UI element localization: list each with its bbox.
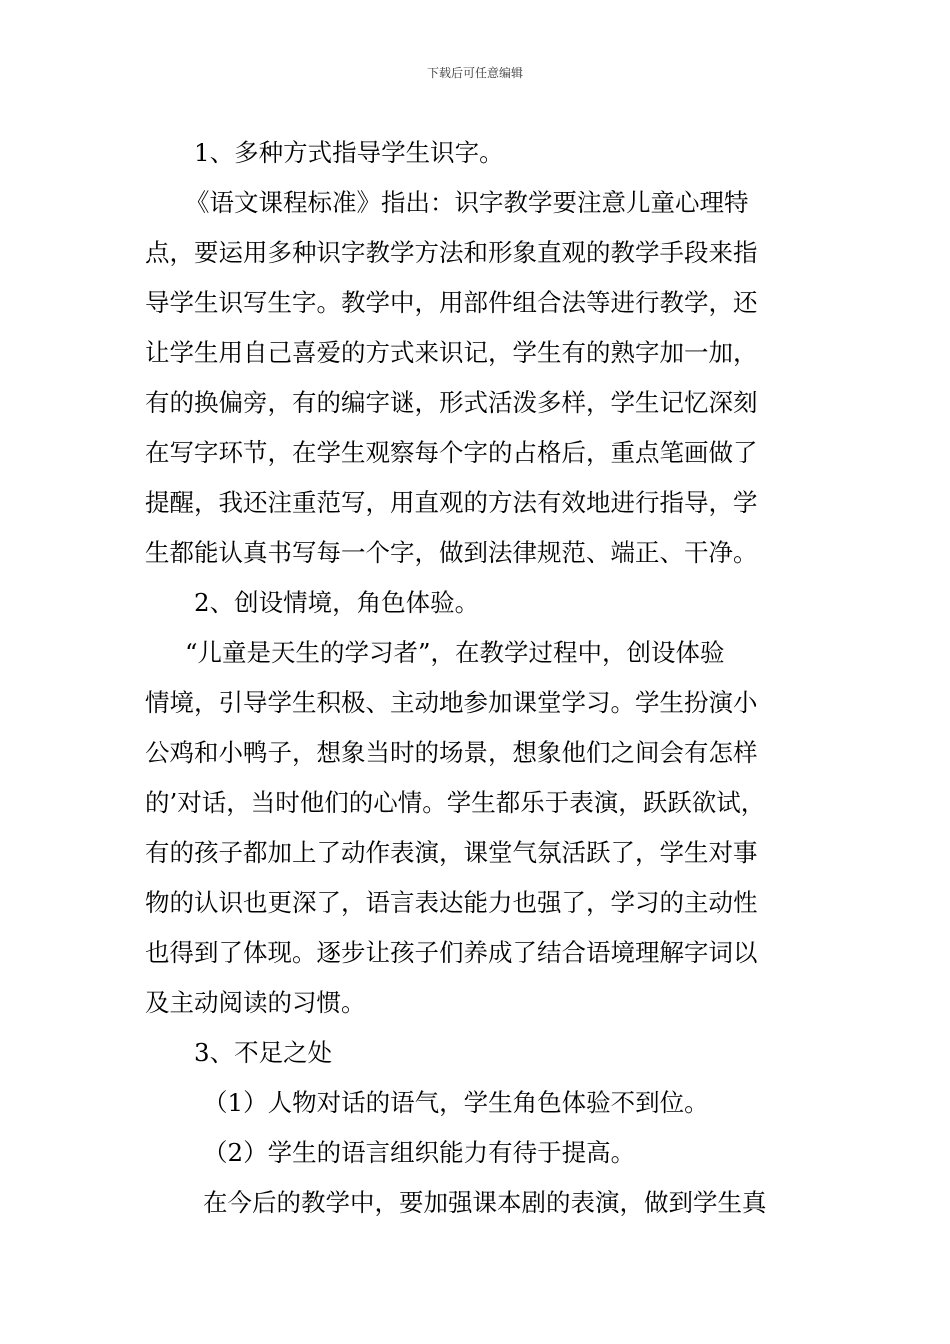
page-header: 下载后可任意编辑 xyxy=(426,66,523,80)
document-body xyxy=(145,128,810,1228)
paragraph-line: 情境，引导学生积极、主动地参加课堂学习。学生扮演小 xyxy=(145,688,758,717)
list-item: （2）学生的语言组织能力有待于提高。 xyxy=(203,1138,636,1167)
paragraph-line: 在今后的教学中，要加强课本剧的表演，做到学生真 xyxy=(203,1188,767,1217)
list-item: （1）人物对话的语气，学生角色体验不到位。 xyxy=(203,1088,709,1117)
paragraph-line: 物的认识也更深了，语言表达能力也强了，学习的主动性 xyxy=(145,888,758,917)
paragraph-line: 让学生用自己喜爱的方式来识记，学生有的熟字加一加， xyxy=(145,338,758,367)
paragraph-line: 有的孩子都加上了动作表演，课堂气氛活跃了，学生对事 xyxy=(145,838,758,867)
paragraph-line: 公鸡和小鸭子，想象当时的场景，想象他们之间会有怎样 xyxy=(145,738,758,767)
paragraph-line: 点，要运用多种识字教学方法和形象直观的教学手段来指 xyxy=(145,238,758,267)
paragraph-line: 及主动阅读的习惯。 xyxy=(145,988,366,1017)
paragraph-line: 的’对话，当时他们的心情。学生都乐于表演，跃跃欲试， xyxy=(145,788,766,817)
paragraph-line: 也得到了体现。逐步让孩子们养成了结合语境理解字词以 xyxy=(145,938,758,967)
section-heading-3: 3、不足之处 xyxy=(194,1038,333,1067)
paragraph-line: 在写字环节，在学生观察每个字的占格后，重点笔画做了 xyxy=(145,438,758,467)
paragraph-line: 导学生识写生字。教学中，用部件组合法等进行教学，还 xyxy=(145,288,758,317)
paragraph-line: 生都能认真书写每一个字，做到法律规范、端正、干净。 xyxy=(145,538,758,567)
paragraph-line: 提醒，我还注重范写，用直观的方法有效地进行指导，学 xyxy=(145,488,758,517)
paragraph-line: 《语文课程标准》指出：识字教学要注意儿童心理特 xyxy=(185,188,749,217)
paragraph-line: “儿童是天生的学习者”，在教学过程中，创设体验 xyxy=(185,638,725,667)
section-heading-1: 1、多种方式指导学生识字。 xyxy=(194,138,504,167)
paragraph-line: 有的换偏旁，有的编字谜，形式活泼多样，学生记忆深刻 xyxy=(145,388,758,417)
section-heading-2: 2、创设情境，角色体验。 xyxy=(194,588,480,617)
